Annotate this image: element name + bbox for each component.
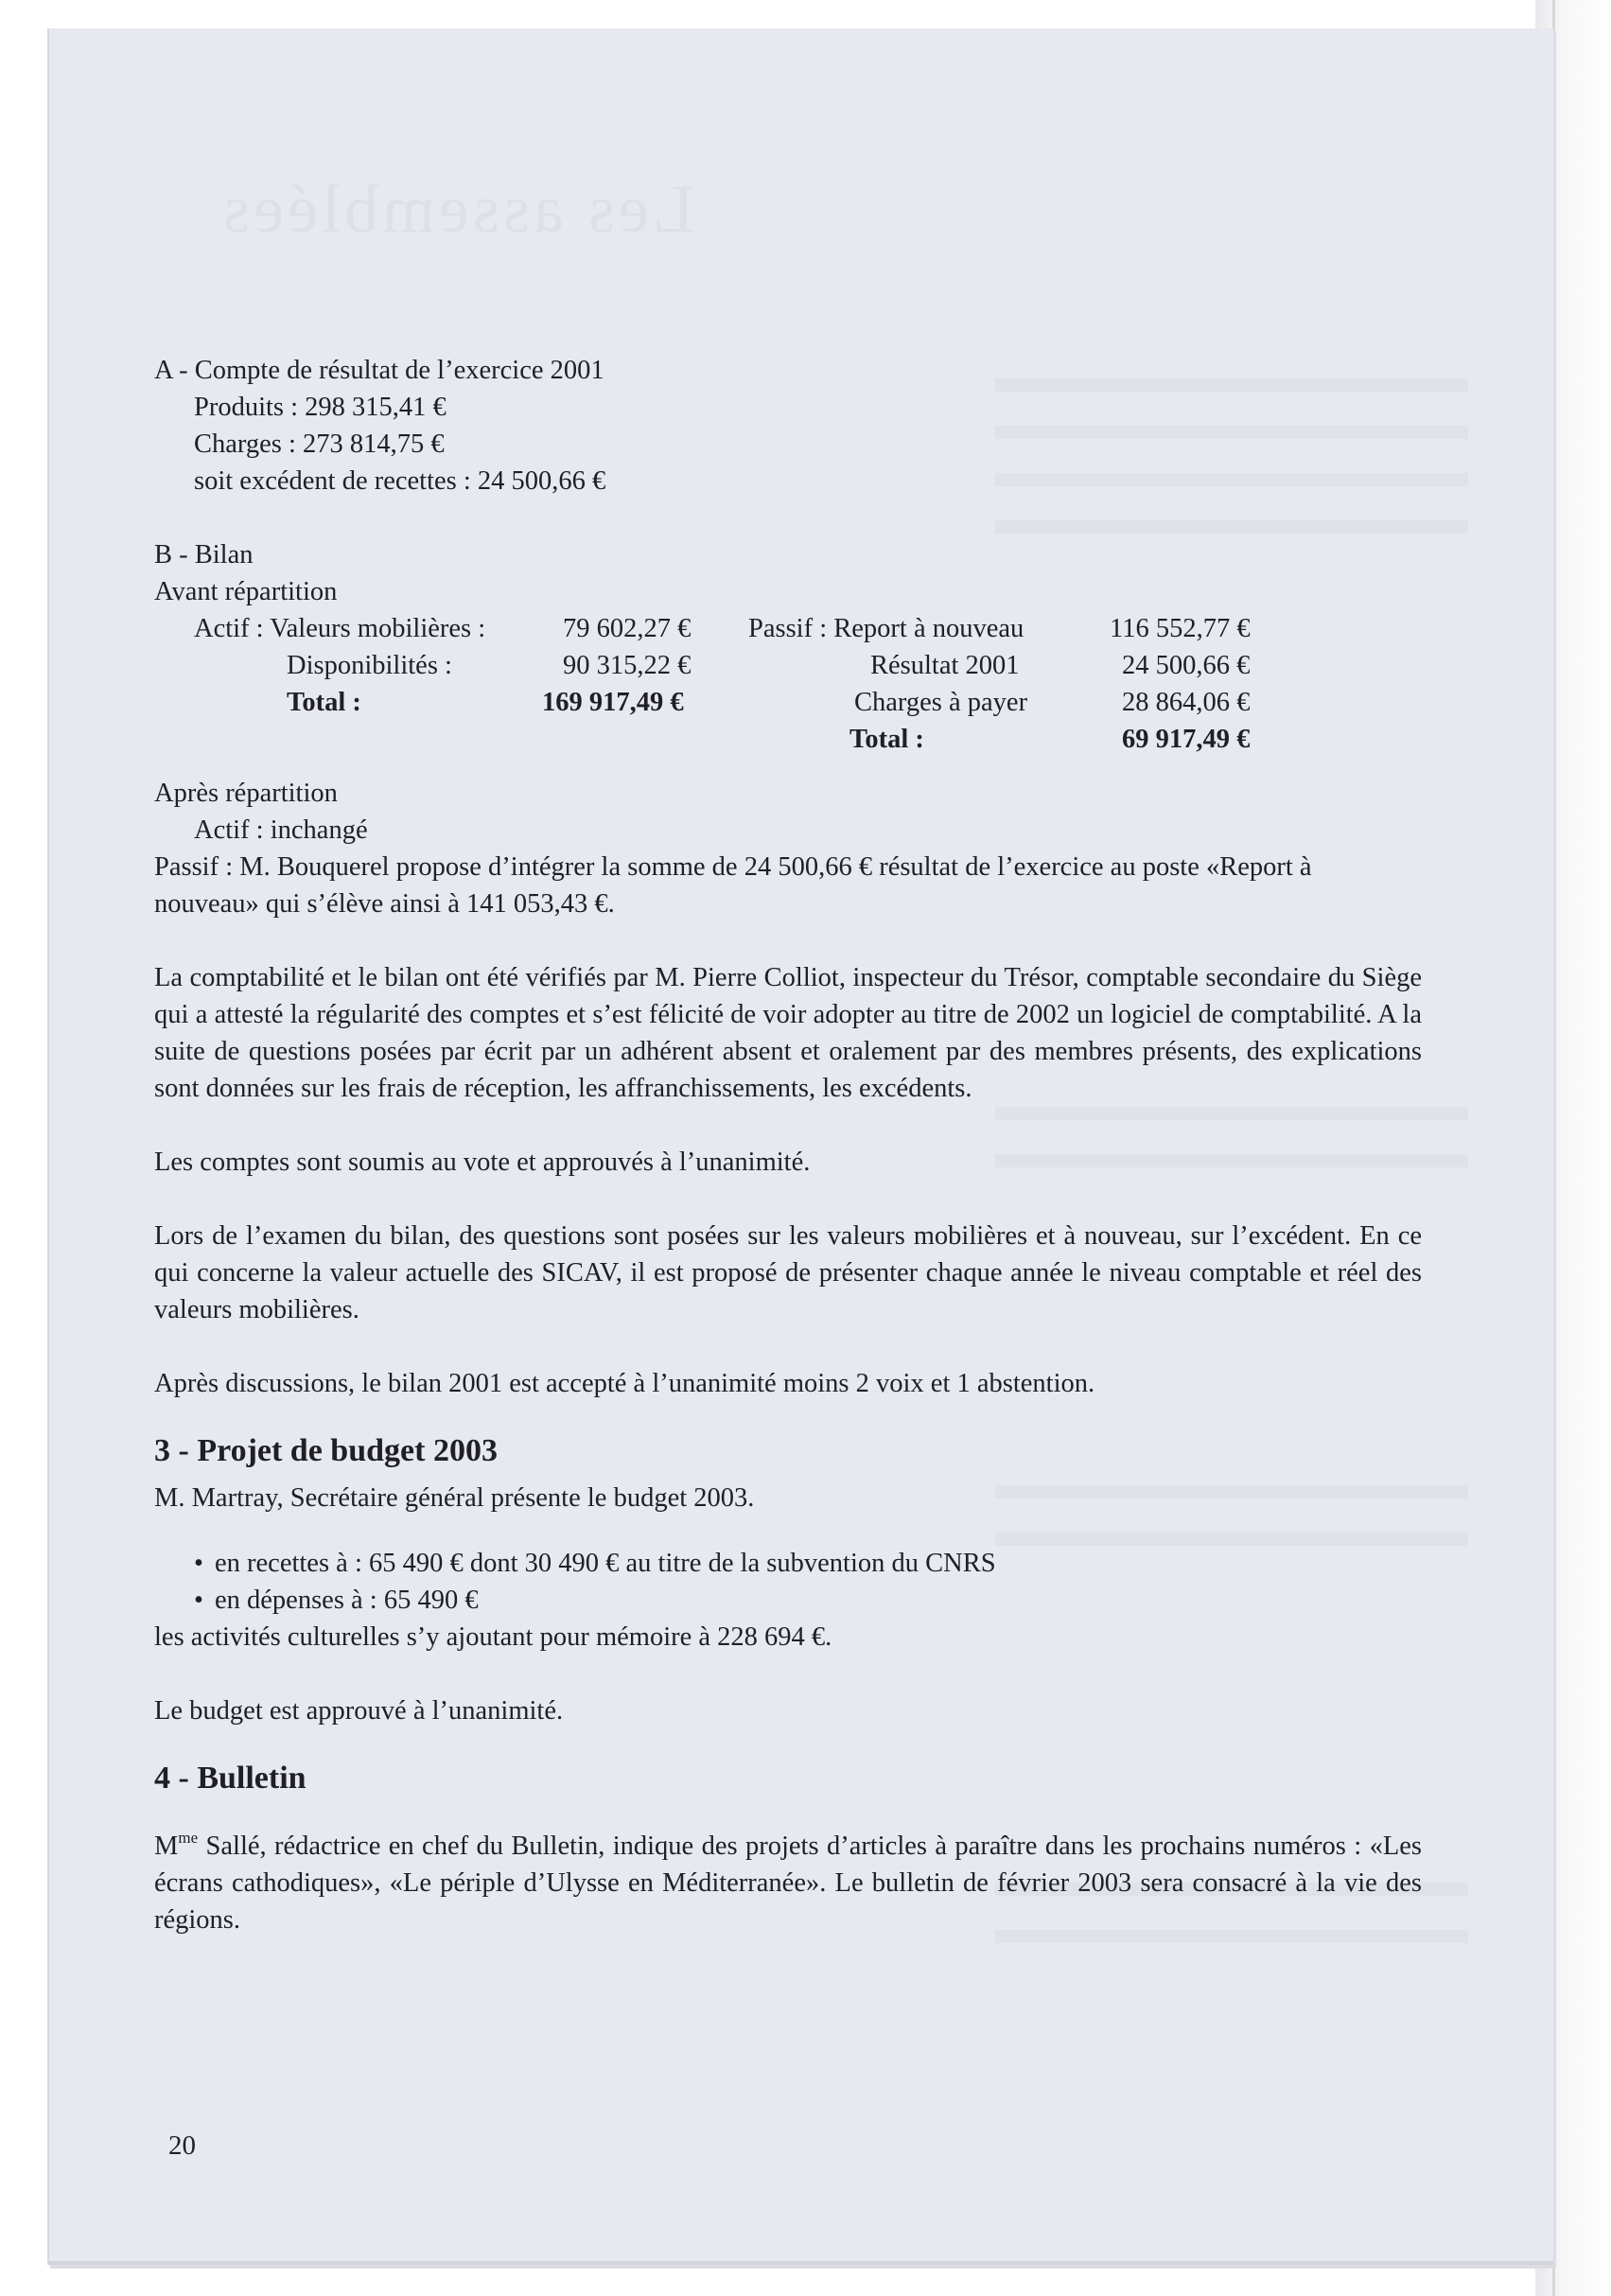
actif-valeurs-value: 79 602,27 € xyxy=(563,614,692,643)
budget-depenses-text: en dépenses à : 65 490 € xyxy=(215,1586,479,1615)
bullet-icon: • xyxy=(194,1549,203,1578)
charges-payer-label: Charges à payer xyxy=(854,688,1028,717)
examen-paragraph: Lors de l’examen du bilan, des questions sont posées sur les valeurs mobilières et à nouveau, sur l’excédent. En ce qui concerne la valeur actuelle des SICAV, il est proposé de présenter chaque année le niveau comptable et réel des valeurs mobilières. xyxy=(154,1221,1422,1324)
actif-valeurs-label: Actif : Valeurs mobilières : xyxy=(194,614,486,643)
budget-recettes-item xyxy=(154,1545,1422,1582)
apres-passif-line-continued: nouveau» qui s’élève ainsi à 141 053,43 €. xyxy=(154,889,615,919)
actif-total-label: Total : xyxy=(287,688,361,717)
bilan-title: B - Bilan xyxy=(154,540,254,570)
compte-resultat-section xyxy=(154,352,1422,500)
apres-actif-line: Actif : inchangé xyxy=(194,815,368,845)
bilan-section xyxy=(154,536,1422,922)
charges-line: Charges : 273 814,75 € xyxy=(194,429,445,459)
bleed-through-heading: Les assemblées xyxy=(219,171,694,247)
charges-payer-value: 28 864,06 € xyxy=(1122,688,1251,717)
comptabilite-paragraph: La comptabilité et le bilan ont été vérifiés par M. Pierre Colliot, inspecteur du Trésor, comptable secondaire du Siège qui a attesté la régularité des comptes et s’est félicité de voir adopter au titre de 2002 un logiciel de comptabilité. A la suite de questions posées par écrit par un adhérent absent et oralement par des membres présents, des explications sont données sur les frais de réception, les affranchissements, les excédents. xyxy=(154,963,1422,1103)
avant-repartition-label: Avant répartition xyxy=(154,577,338,606)
budget-approuve-line: Le budget est approuvé à l’unanimité. xyxy=(154,1696,564,1726)
apres-passif-line: Passif : M. Bouquerel propose d’intégrer la somme de 24 500,66 € résultat de l’exercice au poste «Report à xyxy=(154,852,1312,882)
bulletin-text: Sallé, rédactrice en chef du Bulletin, indique des projets d’articles à paraître dans les prochains numéros : «Les écrans cathodiques», «Le périple d’Ulysse en Méditerranée». Le bulletin de février 2003 sera consacré à la vie des régions. xyxy=(154,1832,1422,1935)
bulletin-heading: 4 - Bulletin xyxy=(154,1761,306,1796)
budget-activites-line: les activités culturelles s’y ajoutant pour mémoire à 228 694 €. xyxy=(154,1622,832,1652)
page-number: 20 xyxy=(168,2130,196,2161)
budget-intro: M. Martray, Secrétaire général présente le budget 2003. xyxy=(154,1483,755,1513)
passif-total-label: Total : xyxy=(849,725,924,754)
apres-repartition-label: Après répartition xyxy=(154,779,338,808)
bulletin-paragraph xyxy=(154,1828,1422,1938)
excedent-line: soit excédent de recettes : 24 500,66 € xyxy=(194,466,606,496)
budget-heading: 3 - Projet de budget 2003 xyxy=(154,1433,498,1468)
resultat-label: Résultat 2001 xyxy=(870,651,1020,680)
bullet-icon: • xyxy=(194,1586,203,1615)
budget-recettes-text: en recettes à : 65 490 € dont 30 490 € au titre de la subvention du CNRS xyxy=(215,1549,996,1578)
passif-report-label: Passif : Report à nouveau xyxy=(748,614,1024,643)
discussions-paragraph: Après discussions, le bilan 2001 est accepté à l’unanimité moins 2 voix et 1 abstention. xyxy=(154,1369,1095,1398)
budget-depenses-item xyxy=(154,1582,1422,1619)
disponibilites-label: Disponibilités : xyxy=(287,651,452,680)
passif-report-value: 116 552,77 € xyxy=(1110,614,1251,643)
bulletin-abbr-superscript: me xyxy=(178,1829,199,1847)
bulletin-abbr: M xyxy=(154,1832,179,1861)
disponibilites-value: 90 315,22 € xyxy=(563,651,692,680)
produits-line: Produits : 298 315,41 € xyxy=(194,393,447,422)
compte-resultat-title: A - Compte de résultat de l’exercice 2001 xyxy=(154,356,604,385)
resultat-value: 24 500,66 € xyxy=(1122,651,1251,680)
passif-total-value: 69 917,49 € xyxy=(1122,725,1251,754)
actif-total-value: 169 917,49 € xyxy=(542,688,684,717)
page-content xyxy=(154,352,1422,1938)
bilan-table xyxy=(154,610,1422,758)
vote-paragraph: Les comptes sont soumis au vote et approuvés à l’unanimité. xyxy=(154,1148,811,1177)
